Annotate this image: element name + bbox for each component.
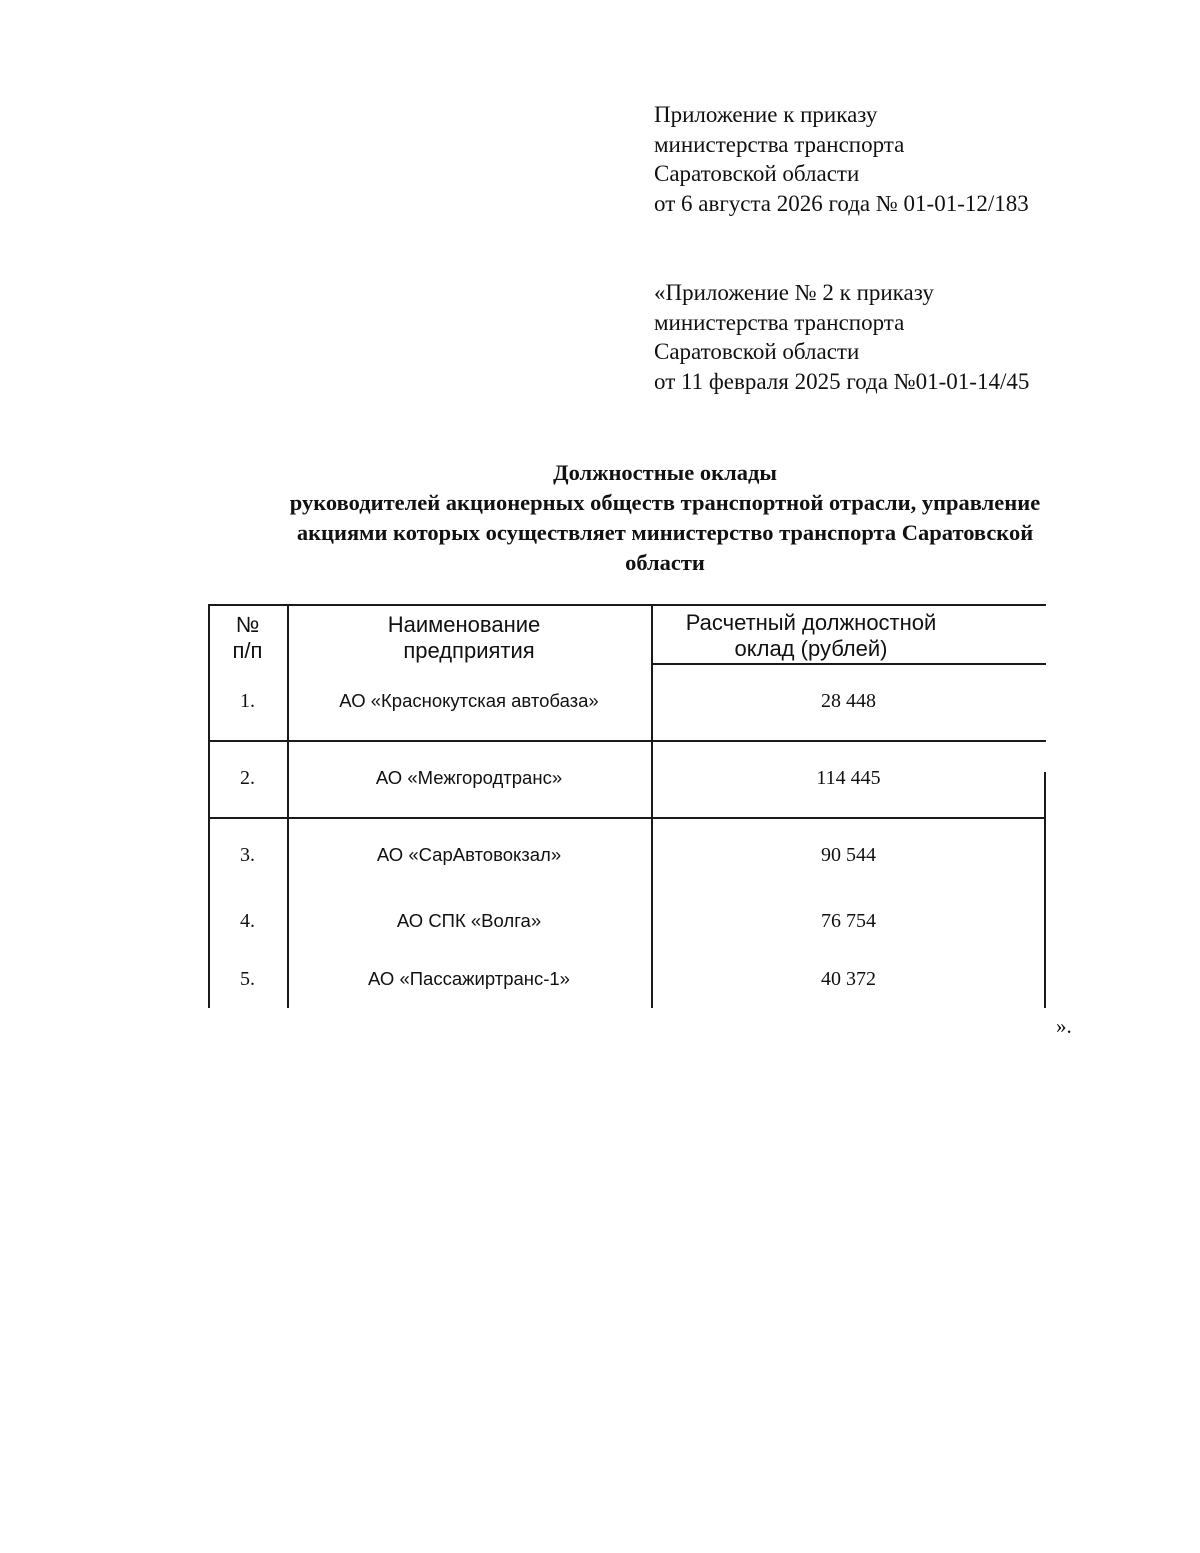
header-salary-line: оклад (рублей) (734, 636, 888, 661)
row-company-name: АО «Краснокутская автобаза» (339, 690, 599, 711)
table-border-top (208, 604, 1046, 606)
document-title (200, 458, 1130, 578)
title-line: руководителей акционерных обществ транспортной отрасли, управление (289, 490, 1041, 515)
row-company-name: АО «Пассажиртранс-1» (368, 968, 570, 989)
appendix-header-previous (654, 278, 1029, 396)
row-salary: 114 445 (816, 767, 881, 789)
header-salary-line: Расчетный должностной (685, 610, 937, 635)
row-salary: 76 754 (821, 910, 876, 932)
header-number-line: № (235, 612, 260, 637)
appendix-line: Приложение к приказу (654, 102, 878, 127)
header-number (208, 612, 287, 664)
table-column-divider (651, 604, 653, 1008)
row-company-name: АО «Межгородтранс» (375, 767, 563, 788)
appendix-header-current (654, 100, 1029, 218)
row-salary: 40 372 (821, 968, 876, 990)
row-salary: 28 448 (821, 690, 876, 712)
table-border-left (208, 604, 210, 1008)
table-header-divider (652, 663, 1046, 665)
title-line: Должностные оклады (553, 460, 777, 485)
header-name (287, 612, 651, 664)
header-name-line: предприятия (403, 638, 535, 663)
row-number: 5. (240, 968, 255, 990)
table-row-divider (208, 817, 1046, 819)
table-column-divider (287, 604, 289, 1008)
appendix-line: Саратовской области (654, 161, 860, 186)
header-name-line: Наименование (387, 612, 541, 637)
title-line: акциями которых осуществляет министерство транспорта Саратовской (296, 520, 1034, 545)
appendix-line: министерства транспорта (654, 309, 905, 335)
appendix-line: от 6 августа 2026 года № 01-01-12/183 (654, 190, 1029, 216)
appendix-line: Саратовской области (654, 339, 860, 364)
salary-table (208, 604, 1046, 1008)
row-number: 4. (240, 910, 255, 932)
header-number-line: п/п (232, 638, 263, 663)
appendix-line: «Приложение № 2 к приказу (654, 280, 934, 305)
row-number: 3. (240, 844, 255, 866)
appendix-line: от 11 февраля 2025 года №01-01-14/45 (654, 368, 1030, 394)
table-row-divider (208, 740, 1046, 742)
row-salary: 90 544 (821, 844, 876, 866)
row-number: 2. (240, 767, 255, 789)
closing-quote-mark: ». (1056, 1014, 1072, 1038)
header-salary (651, 610, 971, 662)
title-line: области (625, 550, 705, 575)
appendix-line: министерства транспорта (654, 131, 905, 157)
row-company-name: АО «СарАвтовокзал» (376, 844, 562, 865)
row-company-name: АО СПК «Волга» (396, 910, 542, 931)
row-number: 1. (240, 690, 255, 712)
